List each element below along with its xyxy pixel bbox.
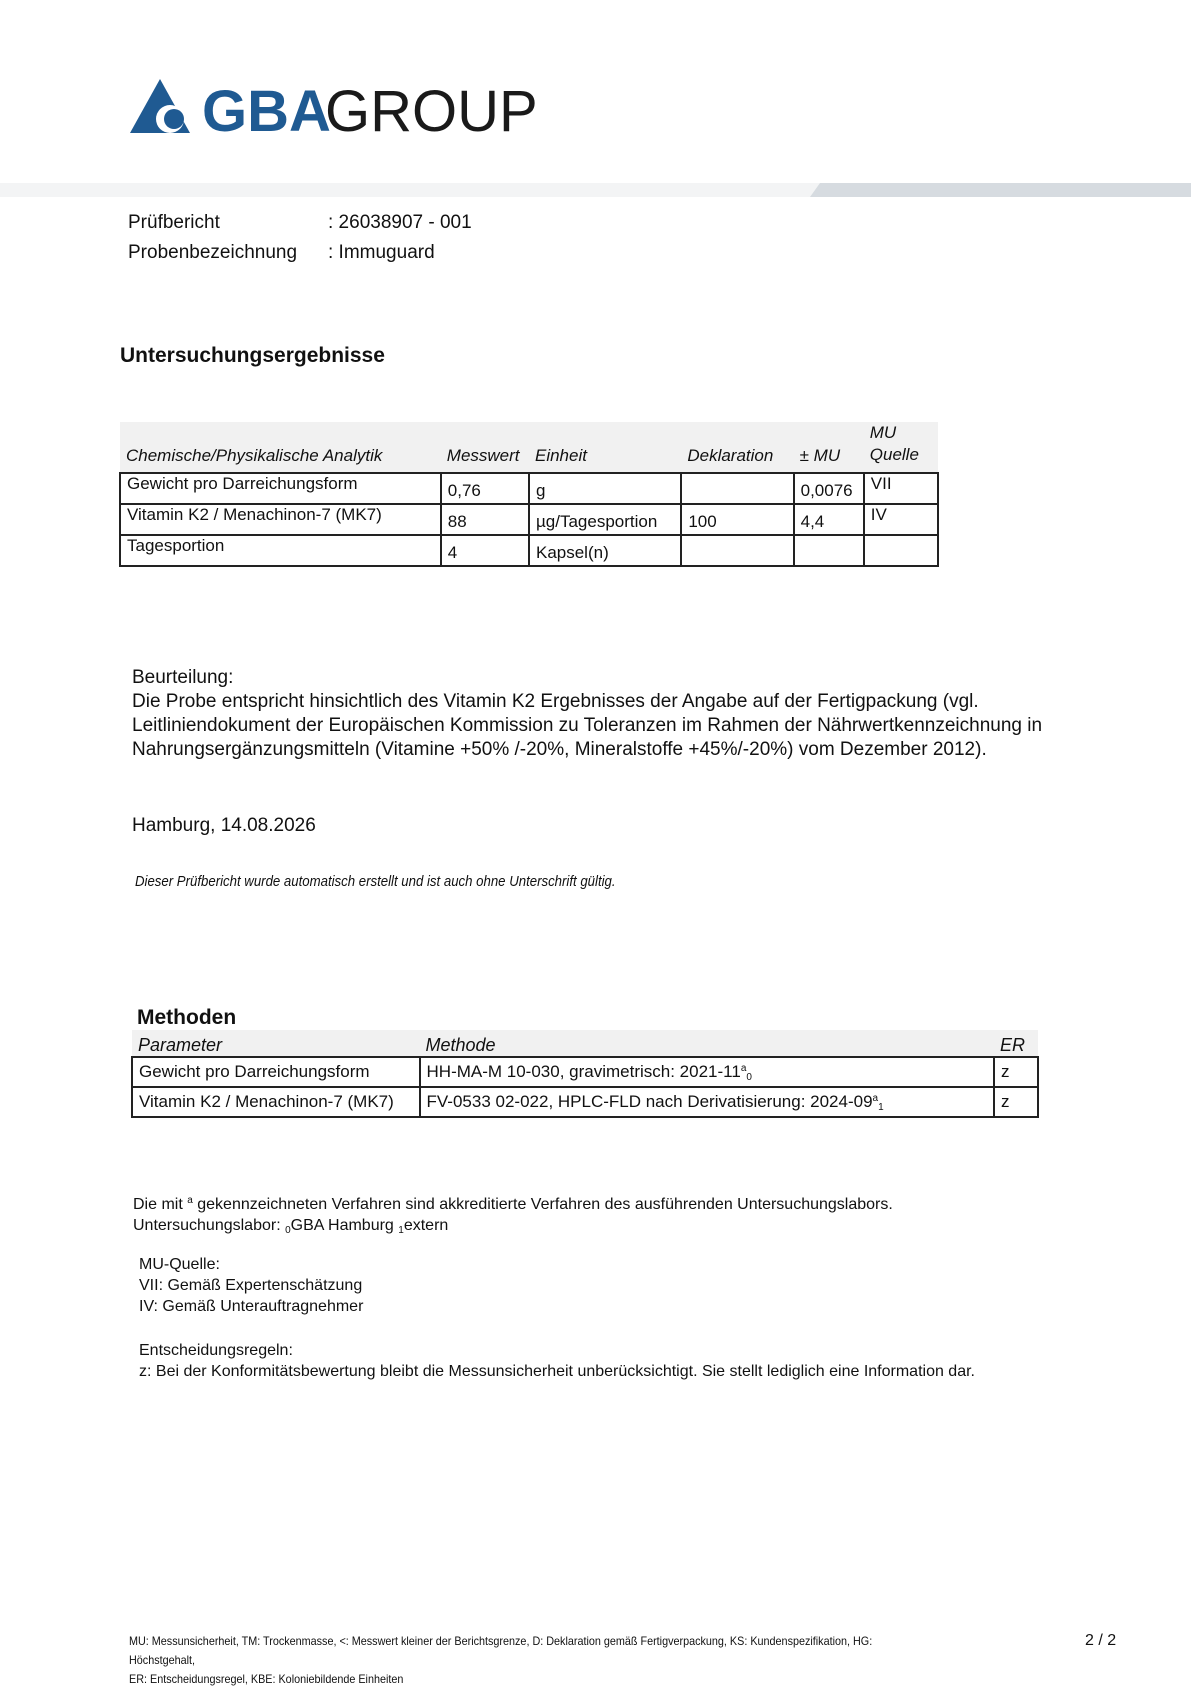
- accr-sup: a: [187, 1195, 193, 1206]
- results-title: Untersuchungsergebnisse: [120, 344, 385, 367]
- table-row: [120, 504, 938, 535]
- header-mu-source: MU Quelle: [864, 422, 938, 473]
- mu-title: MU-Quelle:: [139, 1256, 220, 1273]
- sample-name-label: Probenbezeichnung: [128, 242, 298, 263]
- method-text: FV-0533 02-022, HPLC-FLD nach Derivatisierung: 2024-09: [426, 1091, 873, 1111]
- table-row: [120, 535, 938, 566]
- cell-value: 0,76: [441, 473, 529, 504]
- lab0-index: 0: [285, 1225, 291, 1236]
- cell-mu: 0,0076: [794, 473, 864, 504]
- cell-declaration: 100: [681, 504, 793, 535]
- assessment-text: Die Probe entspricht hinsichtlich des Vitamin K2 Ergebnisses der Angabe auf der Fertigpackung (vgl. Leitliniendokument der Europäischen Kommission zu Toleranzen im Rahmen der Nährwertkennzeichnung in Nahrungsergänzungsmitteln (Vitamine +50% /-20%, Mineralstoffe +45%/-20%) vom Dezember 2012).: [132, 691, 1043, 760]
- cell-unit: µg/Tagesportion: [529, 504, 681, 535]
- cell-parameter: Vitamin K2 / Menachinon-7 (MK7): [132, 1087, 420, 1117]
- lab-index: 0: [746, 1071, 752, 1083]
- methods-header-row: [132, 1030, 1038, 1057]
- mu-iv: IV: Gemäß Unterauftragnehmer: [139, 1298, 364, 1315]
- cell-parameter: Gewicht pro Darreichungsform: [132, 1057, 420, 1087]
- cell-er: z: [994, 1057, 1038, 1087]
- cell-declaration: [681, 473, 793, 504]
- table-row: [132, 1057, 1038, 1087]
- lab1-index: 1: [398, 1225, 404, 1236]
- header-method: Methode: [420, 1030, 994, 1057]
- header-unit: Einheit: [529, 422, 681, 473]
- cell-value: 88: [441, 504, 529, 535]
- cell-analysis: Tagesportion: [120, 535, 441, 566]
- logo-text-bold: GBA: [202, 79, 331, 144]
- header-parameter: Parameter: [132, 1030, 420, 1057]
- er-z: z: Bei der Konformitätsbewertung bleibt die Messunsicherheit unberücksichtigt. Sie stellt lediglich eine Information dar.: [139, 1363, 975, 1380]
- header-er: ER: [994, 1030, 1038, 1057]
- auto-generated-note: Dieser Prüfbericht wurde automatisch erstellt und ist auch ohne Unterschrift gültig.: [135, 873, 616, 890]
- page-number: 2 / 2: [1085, 1632, 1117, 1649]
- footer-line-2: ER: Entscheidungsregel, KBE: Koloniebildende Einheiten: [129, 1672, 404, 1686]
- table-row: [120, 473, 938, 504]
- report-number-value: : 26038907 - 001: [328, 212, 472, 233]
- mu-source-note: [139, 1254, 363, 1317]
- sample-name-value: : Immuguard: [328, 242, 435, 263]
- header-declaration: Deklaration: [681, 422, 793, 473]
- lab1-name: extern: [403, 1217, 449, 1234]
- decision-rules-note: [139, 1340, 975, 1382]
- report-meta: [128, 208, 472, 268]
- accreditation-mark: a: [872, 1092, 879, 1104]
- accr-pre: Die mit: [133, 1196, 183, 1213]
- er-title: Entscheidungsregeln:: [139, 1342, 293, 1359]
- cell-mu-source: VII: [864, 473, 938, 504]
- lab-index: 1: [878, 1101, 884, 1113]
- cell-analysis: Vitamin K2 / Menachinon-7 (MK7): [120, 504, 441, 535]
- cell-unit: g: [529, 473, 681, 504]
- accreditation-note: [133, 1190, 893, 1241]
- cell-method: [420, 1057, 994, 1087]
- cell-mu: [794, 535, 864, 566]
- footer-line-1: MU: Messunsicherheit, TM: Trockenmasse, <: Messwert kleiner der Berichtsgrenze, D: Deklaration gemäß Fertigverpackung, KS: Kundenspezifikation, HG: Höchstgehalt,: [129, 1634, 873, 1667]
- header-band: [0, 183, 1191, 197]
- lab0-name: GBA Hamburg: [290, 1217, 394, 1234]
- assessment-label: Beurteilung:: [132, 667, 234, 688]
- cell-mu-source: IV: [864, 504, 938, 535]
- results-header-row: [120, 422, 938, 473]
- cell-value: 4: [441, 535, 529, 566]
- results-table: [119, 422, 939, 567]
- cell-analysis: Gewicht pro Darreichungsform: [120, 473, 441, 504]
- cell-method: [420, 1087, 994, 1117]
- report-number-label: Prüfbericht: [128, 212, 220, 233]
- logo-text-light: GROUP: [325, 79, 538, 144]
- accreditation-mark: a: [740, 1062, 747, 1074]
- header-mu: ± MU: [794, 422, 864, 473]
- assessment-block: [132, 666, 1082, 762]
- cell-er: z: [994, 1087, 1038, 1117]
- footer-legend: [129, 1632, 903, 1689]
- cell-unit: Kapsel(n): [529, 535, 681, 566]
- cell-declaration: [681, 535, 793, 566]
- methods-table: [131, 1030, 1039, 1118]
- accr-post: gekennzeichneten Verfahren sind akkreditierte Verfahren des ausführenden Untersuchungslabors.: [197, 1196, 893, 1213]
- header-value: Messwert: [441, 422, 529, 473]
- table-row: [132, 1087, 1038, 1117]
- method-text: HH-MA-M 10-030, gravimetrisch: 2021-11: [426, 1061, 741, 1081]
- place-date: Hamburg, 14.08.2026: [132, 815, 316, 836]
- lab-label: Untersuchungslabor:: [133, 1217, 281, 1234]
- methods-title: Methoden: [137, 1006, 237, 1029]
- cell-mu-source: [864, 535, 938, 566]
- header-analysis: Chemische/Physikalische Analytik: [120, 422, 441, 473]
- cell-mu: 4,4: [794, 504, 864, 535]
- gba-triangle-icon: [130, 79, 190, 133]
- mu-vii: VII: Gemäß Expertenschätzung: [139, 1277, 363, 1294]
- gba-group-logo: [130, 75, 570, 147]
